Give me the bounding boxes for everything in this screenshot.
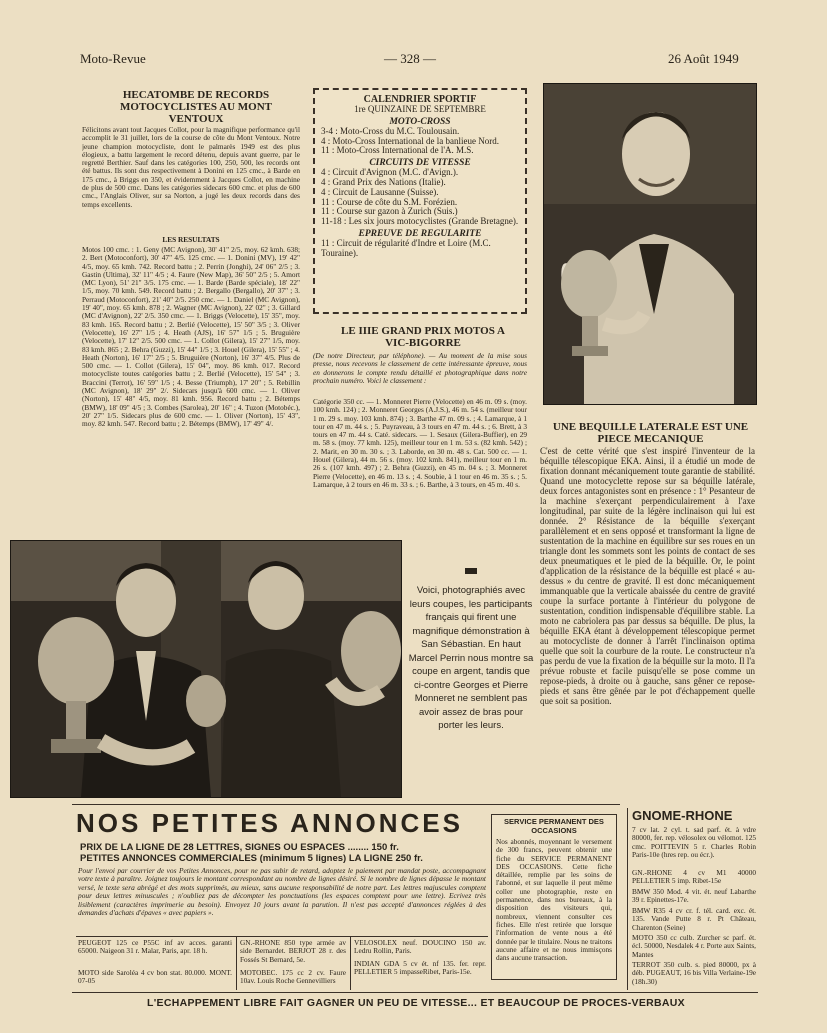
photo-illustration xyxy=(11,541,401,797)
classified-ad: VELOSOLEX neuf. DOUCINO 150 av. Ledru Rollin, Paris. xyxy=(354,939,486,956)
calendar-box xyxy=(313,88,527,314)
separator-mark xyxy=(465,568,477,574)
ads-prices xyxy=(80,842,486,864)
footer-slogan: L'ECHAPPEMENT LIBRE FAIT GAGNER UN PEU DE VITESSE... ET BEAUCOUP DE PROCES-VERBAUX xyxy=(147,997,685,1009)
calendar-row: 4 : Moto-Cross International de la banlieue Nord. xyxy=(321,135,499,146)
calendar-row: 11 : Course sur gazon à Zurich (Suis.) xyxy=(321,206,458,217)
ads-price-line: PRIX DE LA LIGNE DE 28 LETTRES, SIGNES OU ESPACES ........ 150 fr. xyxy=(80,842,399,853)
gnome-ad: TERROT 350 culb. s. pied 80000, px à déb. PUGEAUT, 16 bis Villa Verlaine-19e (18h.30) xyxy=(632,961,756,986)
footer-rule xyxy=(72,992,758,993)
ads-grid-divider xyxy=(236,936,237,990)
gnome-title: GNOME-RHONE xyxy=(632,808,733,823)
photo-illustration xyxy=(544,84,756,404)
calendar-row: 4 : Circuit de Lausanne (Suisse). xyxy=(321,186,439,197)
calendar-row: 4 : Grand Prix des Nations (Italie). xyxy=(321,176,446,187)
trophy-photo-man xyxy=(543,83,757,405)
article2-body: Catégorie 350 cc. — 1. Monneret Pierre (Velocette) en 46 m. 09 s. (moy. 100 kmh. 124) ; 2. Monneret Georges (A.J.S.), 46 m. 54 s. (meilleur tour 1 m. 29 s. moy. 103 kmh. 874) ; 3. Barthe 47 m. 09 s. ; 4. Lamarque, à 1 tour en 47 m. 44 s. ; 5. Puyraveau, à 3 tours en 47 m. 44 s. ; 6. Brett, à 3 tours en 47 m. 44 s. Caté. sidecars. — 1. Sesaux (Gilera-Buffier), en 29 m. 58 s. (moy. 77 kmh. 125), meilleur tour en 1 m. 53 s. (82 kmh. 542) ; 2. Marit, en 30 m. 30 s. ; 3. Laborde, en 30 m. 48 s. Cat. 500 cc. — 1. Houel (Gilera), 44 m. 56 s. (moy. 102 kmh. 841), meilleur tour en 1 m. 26 s. (107 kmh. 497) ; 2. Behra (Guzzi), en 45 m. 04 s. ; 3. Monneret Pierre (Velocette), en 46 m. 13 s. ; 4. Soubie, à 1 tour en 46 m. 35 s. ; 5. Lamarque, à 2 tours en 46 m. 33 s. ; 6. Barthe, à 3 tours, en 45 m. 40 s. xyxy=(313,398,527,489)
calendar-row: 11 : Moto-Cross International de l'A. M.S. xyxy=(321,145,474,156)
ads-instructions: Pour l'envoi par courrier de vos Petites Annonces, pour ne pas subir de retard, adoptez le paiement par mandat poste, accompagnant votre texte à paraître. Joignez toujours le montant correspondant au nombre de lignes désiré. Si le nombre de lignes dépasse le montant versé, le texte sera abrégé et des mots supprimés, au mieux, sans aucune responsabilité de notre part. Les lettres majuscules comptent pour deux lettres minuscules ; n'oubliez pas de décompter les ponctuations (les espaces comptent pour une lettre). Ecrivez très lisiblement (caractères imprimerie au besoin). Envoyez 10 jours avant la parution. Il n'est pas accepté d'annonces réglées à des demandes d'achats d'épaves « avec papiers ». xyxy=(78,867,486,918)
gnome-ad: MOTO 350 cc culb. Zurcher sc parf. ét. écl. 50000, Nesdalek 4 r. Porte aux Saints, Mantes xyxy=(632,934,756,959)
ads-grid-rule xyxy=(76,936,488,937)
article2-title: LE IIIE GRAND PRIX MOTOS A VIC-BIGORRE xyxy=(341,325,505,349)
calendar-row: 4 : Circuit d'Avignon (M.C. d'Avign.). xyxy=(321,167,459,178)
results-heading: LES RESULTATS xyxy=(162,236,220,244)
section-heading-circuits: CIRCUITS DE VITESSE xyxy=(369,158,471,169)
calendar-row: 11-18 : Les six jours motocyclistes (Grande Bretagne). xyxy=(321,216,519,227)
section-heading-motocross: MOTO-CROSS xyxy=(389,116,451,127)
article1-title: HECATOMBE DE RECORDS MOTOCYCLISTES AU MONT VENTOUX xyxy=(120,89,272,125)
calendar-subtitle: 1re QUINZAINE DE SEPTEMBRE xyxy=(354,104,486,114)
classified-ad: MOTOBEC. 175 cc 2 cv. Faure 10av. Louis Roche Gennevilliers xyxy=(240,969,346,986)
service-body: Nos abonnés, moyennant le versement de 300 francs, peuvent obtenir une fiche du SERVICE PERMANENT DES OCCASIONS. Cette fiche détaillée, remplie par les soins de l'abonné, et sur laquelle il peut même coller une photographie, reste en permanence, dans nos bureaux, à la disposition des visiteurs qui, nombreux, viennent consulter ces fiches. Elle n'est retirée que lorsque l'information de vente nous a été donnée par le titulaire. Nous ne traitons aucune affaire et ne nous immisçons dans aucune transaction. xyxy=(496,838,612,963)
gnome-list xyxy=(632,826,756,986)
gnome-ad: BMW 350 Mod. 4 vit. ét. neuf Labarthe 39 r. Epinettes-17e. xyxy=(632,888,756,905)
classified-ad: GN.-RHONE 850 type armée av side Bernardet. BERJOT 28 r. des Fossés St Bernard, 5e. xyxy=(240,939,346,964)
classified-ad: INDIAN GDA 5 cv ét. nf 135. fer. repr. PELLETIER 5 impasseRibet, Paris-15e. xyxy=(354,960,486,977)
article3-title: UNE BEQUILLE LATERALE EST UNE PIECE MECANIQUE xyxy=(552,421,749,445)
section-heading-regularite: EPREUVE DE REGULARITE xyxy=(358,228,482,239)
article1-results: Motos 100 cmc. : 1. Geny (MC Avignon), 30' 41" 2/5, moy. 62 kmh. 638; 2. Bert (Motoconfort), 30' 47" 4/5. 125 cmc. — 1. Donini (MV), 19' 42" 4/5, moy. 65 kmh. 742. Record battu ; 2. Perrin (Jonghi), 24' 06" 2/5 ; 3. Gastin (Ultima), 32' 11" 4/5 ; 4. Faure (New Map), 36' 50" 2/5 ; 5. Amort (MC Lyon), 51' 21" 3/5. 175 cmc. — 1. Barde (Barde spéciale), 18' 22" 1/5, moy. 70 kmh. 549. Record battu ; 2. Bergallo (Bergallo), 20' 37" ; 3. Perraud (Motoconfort), 21' 40" 2/5. 250 cmc. — 1. Daniel (MC Avignon), 19' 40", moy. 65 kmh. 878 ; 2. Wagner (MC Avignon), 22' 02" ; 3. Gillard (MC d'Avignon), 22' 2/5. 350 cmc. — 1. Briggs (Velocette), 15' 35", moy. 83 kmh. 165. Record battu ; 2. Berlié (Velocette), 15' 50" 3/5 ; 3. Oliver (Velocette), 16' 27" 1/5 ; 4. Heath (AJS), 16' 57" 1/5 ; 5. Bruguière (Velocette), 17' 12" 2/5. 500 cmc. — 1. Collot (Gilera), 15' 27" 1/5, moy. 83 kmh. 865 ; 2. Behra (Guzzi), 15' 44" 1/5 ; 3. Houel (Gilera), 15' 55" ; 4. Heath (Norton), 16' 17" 2/5 ; 5. Bruguière (Norton), 16' 37" 4/5. Plus de 500 cmc. — 1. Collot (Gilera), 15' 04", moy. 86 kmh. 017. Record motocycliste toutes catégories battu ; 2. Berlié (Velocette), 15' 54" ; 3. Braccini (Terrot), 16' 59" 1/5 ; 4. Besse (Triumph), 17' 20" ; 5. Rebillin (MC Avignon), 18' 29" 2/. Sidecars jusqu'à 600 cmc. — 1. Oliver (Norton), 15' 48" 4/5, moy. 81 kmh. 956. Record battu ; 2. Bétemps (BMW), 18' 09" 4/5 ; 3. Combes (Sarolea), 20' 16" ; 4. Tuzon (Motobéc.), 20' 27" 1/5. Sidecars plus de 600 cmc. — 1. Oliver (Norton), 15' 43", moy. 82 kmh. 547. Record battu ; 2. Bétemps (BMW), 17' 49" 4/. xyxy=(82,246,300,429)
ads-title: NOS PETITES ANNONCES xyxy=(76,808,463,838)
photo-caption: Voici, photographiés avec leurs coupes, les participants français qui firent une magnifique démonstration à San Sébastian. En haut Marcel Perrin nous montre sa coupe en argent, tandis que ci-contre Georges et Pierre Monneret ne semblent pas avoir assez de bras pour porter les leurs. xyxy=(408,585,534,731)
calendar-row: 11 : Circuit de régularité d'Indre et Loire (M.C. Touraine). xyxy=(321,237,491,258)
service-box xyxy=(491,814,617,980)
ads-price-commercial: PETITES ANNONCES COMMERCIALES (minimum 5 lignes) LA LIGNE 250 fr. xyxy=(80,853,423,864)
article2-intro: (De notre Directeur, par téléphone). — Au moment de la mise sous presse, nous recevons le classement de cette intéressante épreuve, nous en donnerons le compte rendu détaillé et photographique dans notre prochain numéro. Voici le classement : xyxy=(313,352,527,385)
gnome-ad: 7 cv lat. 2 cyl. t. sad parf. ét. à vdre 80000, fer. rep. vélosolex ou vélomot. 125 cmc. POITTEVIN 5 r. Charles Robin Paris-10e (hres rep. ou écr.). xyxy=(632,826,756,859)
page-number: — 328 — xyxy=(384,51,436,66)
classified-ad: MOTO side Saroléa 4 cv bon stat. 80.000. MONT. 07-05 xyxy=(78,969,232,986)
trophy-photo-riders xyxy=(10,540,402,798)
gnome-ad: GN.-RHONE 4 cv M1 40000 PELLETIER 5 imp. Ribet-15e xyxy=(632,869,756,886)
calendar-row: 11 : Course de côte du S.M. Forézien. xyxy=(321,196,458,207)
gnome-column-rule xyxy=(627,808,628,990)
ads-grid-divider xyxy=(350,936,351,990)
issue-date: 26 Août 1949 xyxy=(668,51,739,66)
calendar-title: CALENDRIER SPORTIF xyxy=(363,94,477,105)
service-title: SERVICE PERMANENT DES OCCASIONS xyxy=(504,817,604,835)
gnome-ad: BMW R35 4 cv cr. f. tél. card. exc. ét. 135. Vande Putte 8 r. Pt Château, Charenton (Seine) xyxy=(632,907,756,932)
calendar-row: 3-4 : Moto-Cross du M.C. Toulousain. xyxy=(321,125,460,136)
ads-top-rule xyxy=(72,804,620,805)
journal-name: Moto-Revue xyxy=(80,51,146,66)
article3-body: C'est de cette vérité que s'est inspiré l'inventeur de la béquille télescopique EKA. Ainsi, il a étudié un mode de fixation donnant mécaniquement toute garantie de stabilité. Quand une motocyclette repose sur sa béquille latérale, deux forces antagonistes sont en présence : 1° Pesanteur de la machine s'exerçant perpendiculairement à l'axe longitudinal, par suite de la légère inclinaison qui lui est donnée. 2° Résistance de la béquille s'exerçant parallèlement et en sens opposé et transformant la ligne de sustentation de la machine en équilibre sur ses roues en un triangle dont les sommets sont les points de contact de ses deux pneumatiques et le pied de la béquille. Or, le point d'application de la résistance de la béquille est placé « au-dessus » du centre de gravité. Il est donc mécaniquement immanquable que la verticale abaissée du centre de gravité coupe la surface portante à l'intérieur du polygone de sustentation, condition indispensable d'équilibre stable. La moto ne cabriolera pas par dessus sa béquille. De plus, la béquille EKA étant à développement télescopique permet au motocycliste de donner à l'arrêt l'inclinaison optima quelle que soit la courbure de la route. Le constructeur n'a pas perdu de vue la fixation de la béquille sur la moto. Il l'a prévue robuste et facile puisqu'elle se pose comme un repose-pieds, à droite ou à gauche, sans gêner ce repose-pieds et sans être gênée par le pot d'échappement quelle que soit sa position. xyxy=(540,446,755,706)
article1-body: Félicitons avant tout Jacques Collot, pour la magnifique performance qu'il accomplit le 31 juillet, lors de la course de côte du Mont Ventoux. Notre jeune champion motocycliste, dont le palmarès 1949 est des plus élogieux, a battu largement le record détenu, depuis avant guerre, par le regretté Berthier. Sauf dans les catégories 100, 250, 500, les records ont été battus. Ils sont dus respectivement à Donini en 125 cmc., à Barde en 175 cmc., à Briggs en 350, et évidemment à Jacques Collot, en machine de plus de 500 cmc. Dans les catégories sidecars 600 cmc. et plus de 600 cmc., l'Anglais Oliver, sur sa Norton, a jugé les deux records dans des temps excellents. xyxy=(82,126,300,209)
classified-ad: PEUGEOT 125 ce P55C inf av acces. garanti 65000. Naigeon 31 r. Malar, Paris, apr. 18 h. xyxy=(78,939,232,956)
